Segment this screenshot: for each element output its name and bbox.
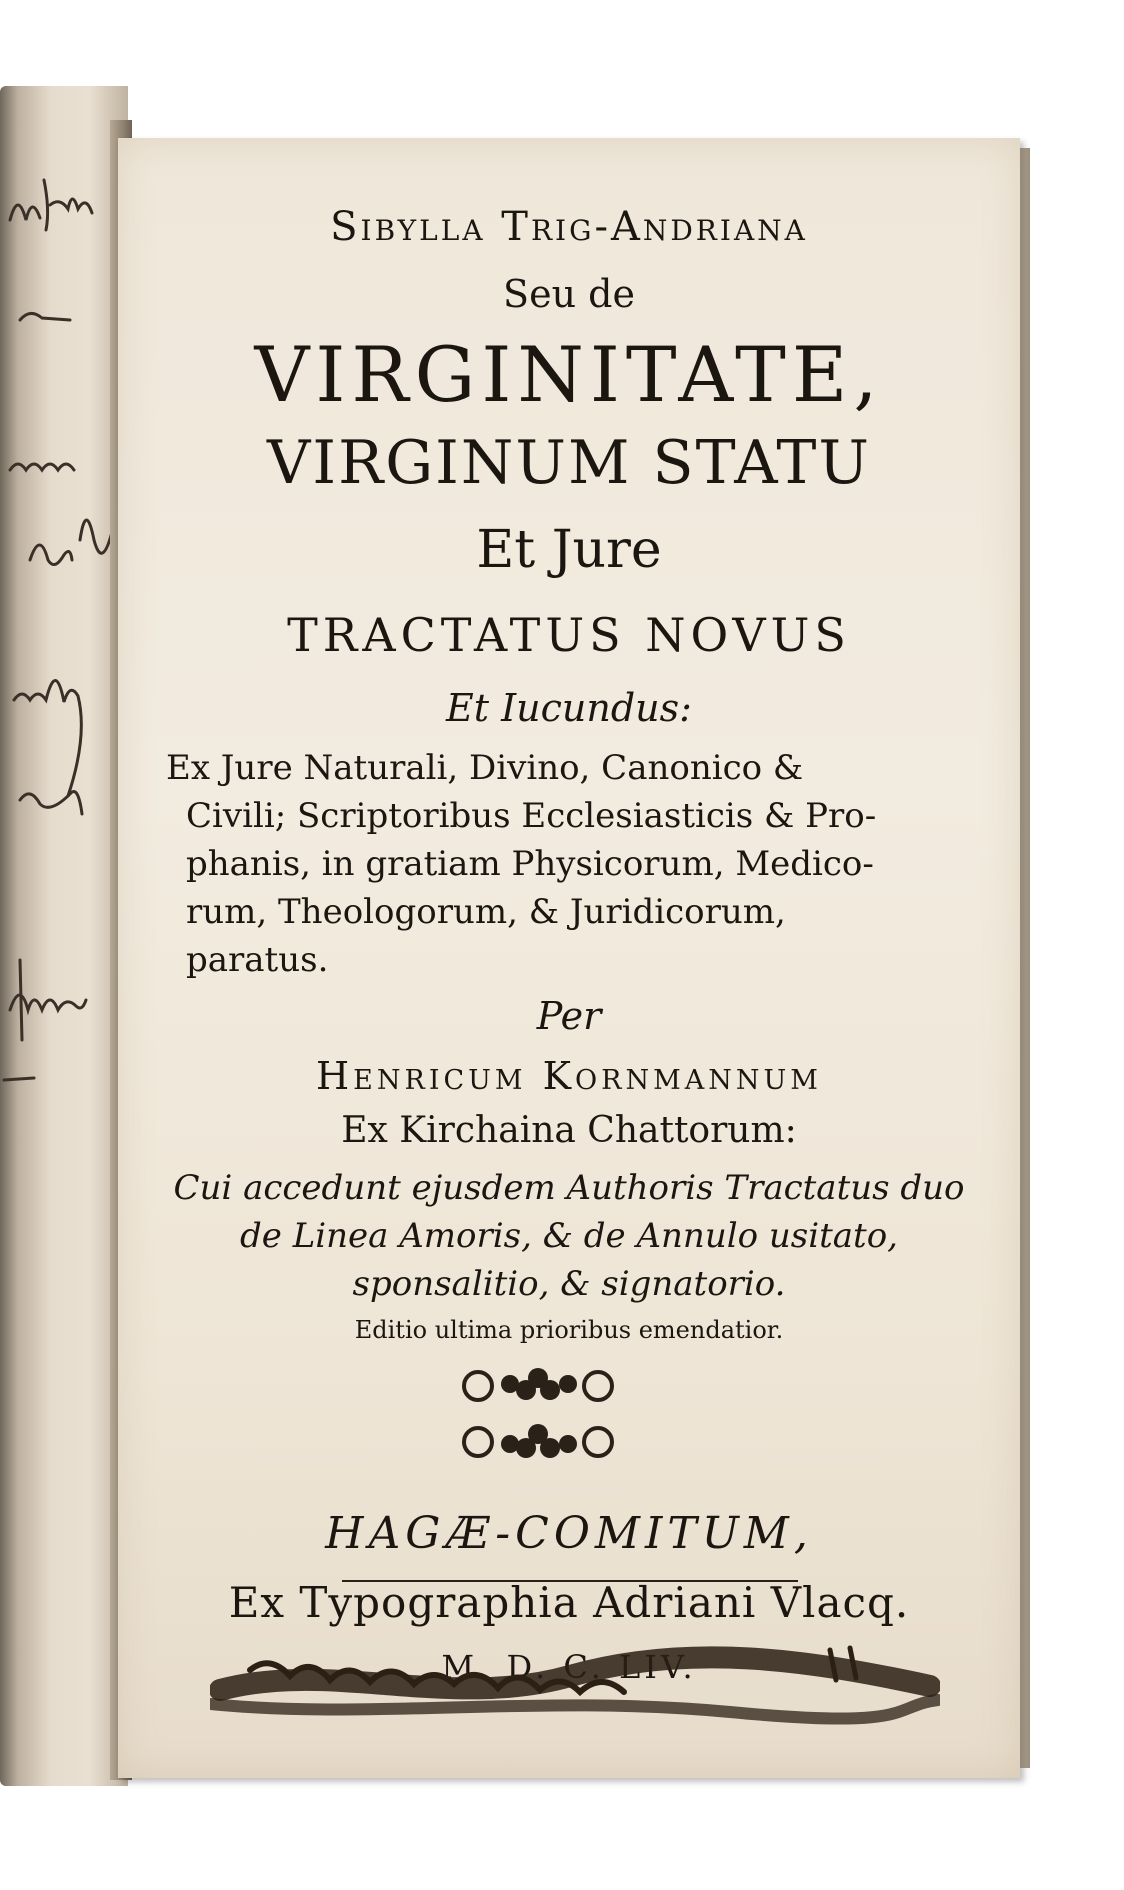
description-line-5: paratus. (186, 940, 329, 980)
appendix-line-2: de Linea Amoris, & de Annulo usitato, (240, 1216, 898, 1256)
imprint-rule (342, 1580, 798, 1582)
per: Per (536, 994, 602, 1038)
printers-ornament (118, 1364, 1020, 1474)
imprint-year: M. D. C. LIV. (441, 1648, 697, 1686)
title-line-4: TRACTATUS NOVUS (287, 608, 851, 662)
title-line-3: Et Jure (476, 520, 662, 580)
appendix-line-3: sponsalitio, & signatorio. (352, 1264, 786, 1304)
description-line-3: phanis, in gratiam Physicorum, Medico- (186, 844, 874, 884)
appendix-line-1: Cui accedunt ejusdem Authoris Tractatus duo (173, 1168, 965, 1208)
author-origin: Ex Kirchaina Chattorum: (341, 1110, 797, 1151)
title-line-2: VIRGINUM STATU (267, 428, 871, 498)
crossed-out-ownership-inscription (210, 1640, 940, 1730)
edition-note: Editio ultima prioribus emendatior. (354, 1316, 784, 1344)
description-line-4: rum, Theologorum, & Juridicorum, (186, 892, 786, 932)
title-line-5: Et Iucundus: (446, 686, 692, 730)
imprint-place: HAGÆ-COMITUM, (325, 1508, 813, 1559)
title-page (118, 138, 1020, 1778)
description-line-1: Ex Jure Naturali, Divino, Canonico & (166, 748, 804, 788)
description-line-2: Civili; Scriptoribus Ecclesiasticis & Pro- (186, 796, 877, 836)
subtitle-seu-de: Seu de (503, 272, 635, 316)
imprint-printer: Ex Typographia Adriani Vlacq. (228, 1578, 910, 1627)
author-name: Henricum Kornmannum (316, 1054, 822, 1098)
running-title: Sibylla Trig-Andriana (330, 204, 808, 250)
main-title: VIRGINITATE, (254, 330, 884, 419)
